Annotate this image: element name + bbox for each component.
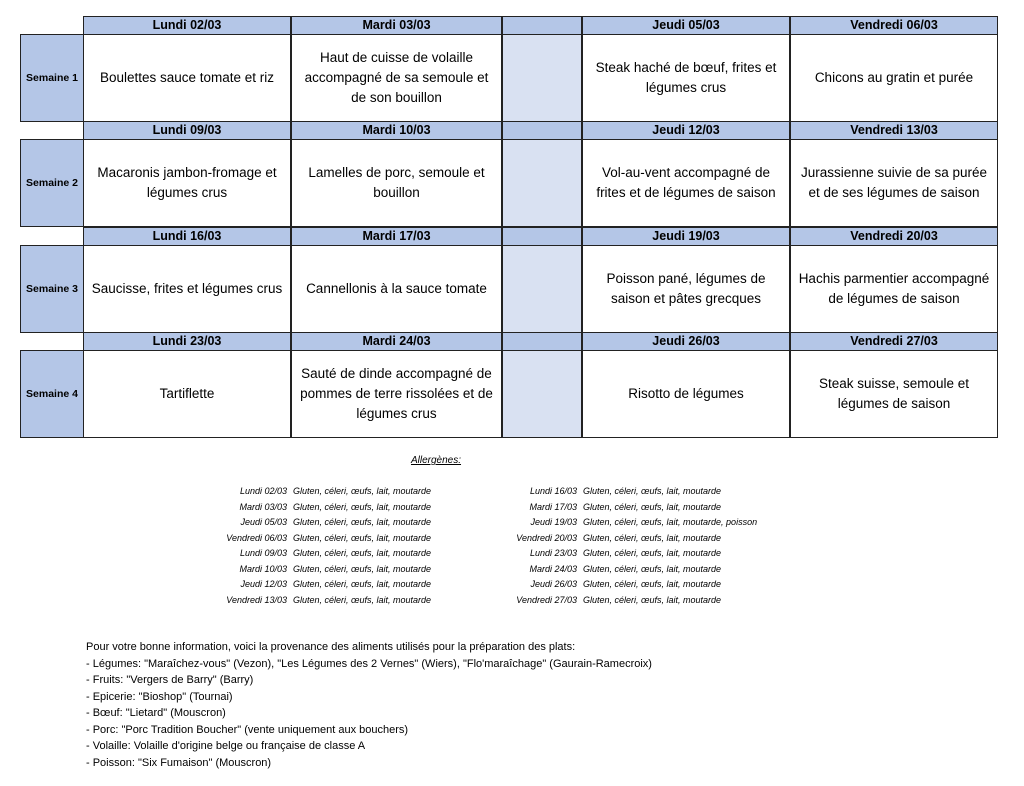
provenance-item: - Fruits: "Vergers de Barry" (Barry) xyxy=(86,674,254,686)
meal-cell: Macaronis jambon-fromage et légumes crus xyxy=(83,139,291,227)
allergen-row xyxy=(210,484,431,500)
allergen-day: Mardi 24/03 xyxy=(529,563,577,574)
provenance-item: - Epicerie: "Bioshop" (Tournai) xyxy=(86,690,233,703)
allergen-row xyxy=(500,562,757,578)
allergen-items: Gluten, céleri, œufs, lait, moutarde xyxy=(583,486,722,496)
day-header: Jeudi 12/03 xyxy=(582,121,790,140)
day-header: Jeudi 26/03 xyxy=(582,332,790,351)
allergen-day: Vendredi 06/03 xyxy=(226,532,287,543)
allergen-row xyxy=(210,562,431,578)
day-header-empty xyxy=(502,16,582,35)
allergens-list-right xyxy=(500,484,757,608)
allergen-items: Gluten, céleri, œufs, lait, moutarde xyxy=(583,594,722,605)
allergen-row xyxy=(500,500,757,516)
day-header: Jeudi 19/03 xyxy=(582,227,790,246)
meal-cell-empty xyxy=(502,245,582,333)
meal-cell: Risotto de légumes xyxy=(582,350,790,438)
meal-cell: Boulettes sauce tomate et riz xyxy=(83,34,291,122)
allergen-day: Jeudi 19/03 xyxy=(530,517,577,527)
week-label: Semaine 1 xyxy=(20,34,84,122)
day-header: Vendredi 13/03 xyxy=(790,121,998,140)
week-label: Semaine 2 xyxy=(20,139,84,227)
provenance-item: - Bœuf: "Lietard" (Mouscron) xyxy=(86,707,226,719)
meal-cell: Haut de cuisse de volaille accompagné de sa semoule et de son bouillon xyxy=(291,34,502,122)
provenance-intro: Pour votre bonne information, voici la provenance des aliments utilisés pour la préparation des plats: xyxy=(86,641,576,653)
allergen-day: Mardi 10/03 xyxy=(239,563,287,574)
day-header: Vendredi 27/03 xyxy=(790,332,998,351)
meal-cell-empty xyxy=(502,34,582,122)
allergen-day: Lundi 23/03 xyxy=(529,548,577,558)
meal-cell-empty xyxy=(502,139,582,227)
meal-cell: Poisson pané, légumes de saison et pâtes grecques xyxy=(582,245,790,333)
week-label: Semaine 4 xyxy=(20,350,84,438)
allergen-items: Gluten, céleri, œufs, lait, moutarde xyxy=(293,486,432,496)
allergen-row xyxy=(500,531,757,547)
day-header-empty xyxy=(502,121,582,140)
allergen-day: Lundi 02/03 xyxy=(239,486,287,496)
allergen-day: Mardi 17/03 xyxy=(529,501,577,512)
allergen-day: Mardi 03/03 xyxy=(239,501,287,512)
allergens-list-left xyxy=(210,484,431,608)
allergen-row xyxy=(500,593,757,609)
meal-cell: Hachis parmentier accompagné de légumes de saison xyxy=(790,245,998,333)
day-header: Lundi 23/03 xyxy=(83,332,291,351)
meal-cell: Chicons au gratin et purée xyxy=(790,34,998,122)
allergen-items: Gluten, céleri, œufs, lait, moutarde xyxy=(293,532,432,543)
allergen-row xyxy=(500,515,757,531)
provenance-item: - Poisson: "Six Fumaison" (Mouscron) xyxy=(86,756,272,769)
meal-cell: Tartiflette xyxy=(83,350,291,438)
allergen-items: Gluten, céleri, œufs, lait, moutarde, poisson xyxy=(583,517,758,527)
allergen-day: Lundi 09/03 xyxy=(239,548,287,558)
allergens-title: Allergènes: xyxy=(410,455,462,466)
meal-cell: Sauté de dinde accompagné de pommes de terre rissolées et de légumes crus xyxy=(291,350,502,438)
day-header: Mardi 10/03 xyxy=(291,121,502,140)
allergen-day: Vendredi 27/03 xyxy=(516,594,577,605)
meal-cell: Steak haché de bœuf, frites et légumes crus xyxy=(582,34,790,122)
day-header: Lundi 02/03 xyxy=(83,16,291,35)
meal-cell: Lamelles de porc, semoule et bouillon xyxy=(291,139,502,227)
allergen-day: Jeudi 12/03 xyxy=(240,579,287,589)
allergen-day: Vendredi 20/03 xyxy=(516,532,577,543)
allergen-items: Gluten, céleri, œufs, lait, moutarde xyxy=(293,517,432,527)
meal-cell: Steak suisse, semoule et légumes de saison xyxy=(790,350,998,438)
allergen-row xyxy=(500,484,757,500)
allergen-items: Gluten, céleri, œufs, lait, moutarde xyxy=(583,548,722,558)
allergen-day: Jeudi 26/03 xyxy=(530,579,577,589)
day-header: Lundi 09/03 xyxy=(83,121,291,140)
allergen-items: Gluten, céleri, œufs, lait, moutarde xyxy=(583,563,722,574)
day-header: Vendredi 20/03 xyxy=(790,227,998,246)
allergen-items: Gluten, céleri, œufs, lait, moutarde xyxy=(583,579,722,589)
meal-cell: Cannellonis à la sauce tomate xyxy=(291,245,502,333)
day-header-empty xyxy=(502,227,582,246)
day-header: Jeudi 05/03 xyxy=(582,16,790,35)
allergen-items: Gluten, céleri, œufs, lait, moutarde xyxy=(293,501,432,512)
allergen-day: Vendredi 13/03 xyxy=(226,594,287,605)
allergen-row xyxy=(210,546,431,562)
week-label: Semaine 3 xyxy=(20,245,84,333)
provenance-item: - Légumes: "Maraîchez-vous" (Vezon), "Les Légumes des 2 Vernes" (Wiers), "Flo'maraîchage" (Gaurain-Ramecroix) xyxy=(86,657,652,670)
allergen-row xyxy=(210,500,431,516)
day-header: Mardi 03/03 xyxy=(291,16,502,35)
day-header: Mardi 24/03 xyxy=(291,332,502,351)
meal-cell-empty xyxy=(502,350,582,438)
day-header: Lundi 16/03 xyxy=(83,227,291,246)
day-header: Vendredi 06/03 xyxy=(790,16,998,35)
allergen-items: Gluten, céleri, œufs, lait, moutarde xyxy=(293,579,432,589)
provenance-list xyxy=(86,656,652,772)
day-header-empty xyxy=(502,332,582,351)
allergen-items: Gluten, céleri, œufs, lait, moutarde xyxy=(583,501,722,512)
day-header: Mardi 17/03 xyxy=(291,227,502,246)
provenance-item: - Volaille: Volaille d'origine belge ou française de classe A xyxy=(86,740,366,752)
meal-cell: Saucisse, frites et légumes crus xyxy=(83,245,291,333)
meal-cell: Jurassienne suivie de sa purée et de ses légumes de saison xyxy=(790,139,998,227)
provenance-section xyxy=(86,639,652,771)
allergen-row xyxy=(210,577,431,593)
allergen-row xyxy=(210,515,431,531)
allergen-day: Jeudi 05/03 xyxy=(240,517,287,527)
allergen-row xyxy=(500,546,757,562)
allergen-items: Gluten, céleri, œufs, lait, moutarde xyxy=(293,563,432,574)
allergen-row xyxy=(500,577,757,593)
allergen-items: Gluten, céleri, œufs, lait, moutarde xyxy=(583,532,722,543)
meal-cell: Vol-au-vent accompagné de frites et de légumes de saison xyxy=(582,139,790,227)
allergen-row xyxy=(210,593,431,609)
allergen-day: Lundi 16/03 xyxy=(529,486,577,496)
provenance-item: - Porc: "Porc Tradition Boucher" (vente uniquement aux bouchers) xyxy=(86,723,409,736)
allergen-row xyxy=(210,531,431,547)
allergen-items: Gluten, céleri, œufs, lait, moutarde xyxy=(293,548,432,558)
allergen-items: Gluten, céleri, œufs, lait, moutarde xyxy=(293,594,432,605)
